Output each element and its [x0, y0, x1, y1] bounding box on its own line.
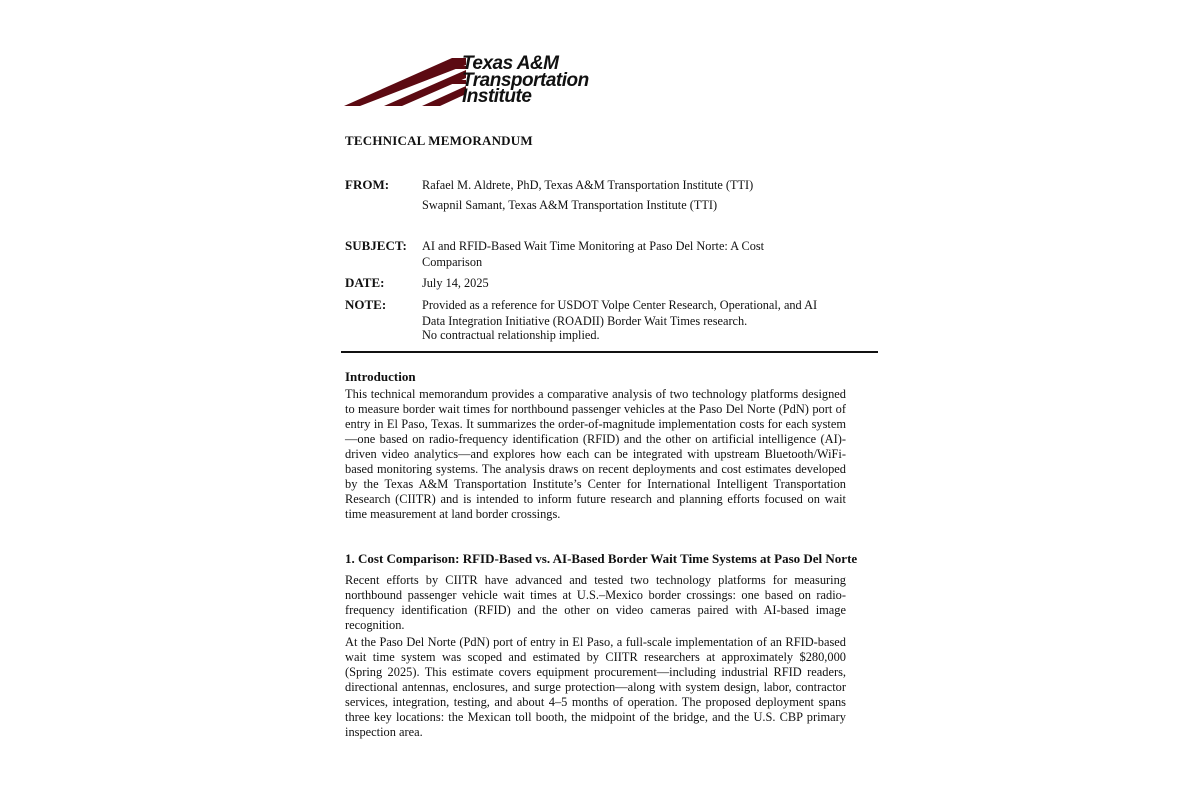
section-1-heading: 1. Cost Comparison: RFID-Based vs. AI-Based Border Wait Time Systems at Paso Del Norte — [345, 551, 858, 566]
tti-logo-wordmark — [462, 53, 589, 107]
note-label: NOTE: — [345, 297, 387, 312]
intro-heading: Introduction — [345, 369, 416, 384]
logo-line-2: Transportation — [462, 69, 589, 91]
note-value-2: No contractual relationship implied. — [422, 328, 600, 342]
note-value: Provided as a reference for USDOT Volpe Center Research, Operational, and AI Data Integration Initiative (ROADII) Border Wait Times research. — [422, 298, 818, 328]
memo-title: TECHNICAL MEMORANDUM — [345, 133, 533, 148]
subject-value: AI and RFID-Based Wait Time Monitoring at Paso Del Norte: A Cost Comparison — [422, 239, 765, 269]
from-value-2: Swapnil Samant, Texas A&M Transportation Institute (TTI) — [422, 198, 718, 212]
from-value-1: Rafael M. Aldrete, PhD, Texas A&M Transportation Institute (TTI) — [422, 178, 754, 192]
date-value: July 14, 2025 — [422, 276, 489, 290]
section-1-paragraph-2: At the Paso Del Norte (PdN) port of entry in El Paso, a full-scale implementation of an RFID-based wait time system was scoped and estimated by CIITR researchers at approximately $280,000 (Spring 2025). This estimate covers equipment procurement—including industrial RFID readers, directional antennas, enclosures, and surge protection—along with system design, labor, contractor services, integration, testing, and about 4–5 months of operation. The proposed deployment spans three key locations: the Mexican toll booth, the midpoint of the bridge, and the U.S. CBP primary inspection area. — [345, 635, 846, 739]
from-label: FROM: — [345, 177, 390, 192]
intro-paragraph: This technical memorandum provides a comparative analysis of two technology platforms designed to measure border wait times for northbound passenger vehicles at the Paso Del Norte (PdN) port of entry in El Paso, Texas. It summarizes the order-of-magnitude implementation costs for each system—one based on radio-frequency identification (RFID) and the other on artificial intelligence (AI)-driven video analytics—and explores how each can be integrated with upstream Bluetooth/WiFi-based monitoring systems. The analysis draws on recent deployments and cost estimates developed by the Texas A&M Transportation Institute’s Center for International Intelligent Transportation Research (CIITR) and is intended to inform future research and planning efforts focused on wait time measurement at land border crossings. — [345, 387, 846, 521]
date-label: DATE: — [345, 275, 385, 290]
header-divider — [341, 351, 878, 353]
tti-logo — [344, 53, 604, 108]
logo-line-3: Institute — [462, 86, 532, 107]
section-1-paragraph-1: Recent efforts by CIITR have advanced and tested two technology platforms for measuring northbound passenger vehicle wait times at U.S.–Mexico border crossings: one based on radio-frequency identification (RFID) and the other on video cameras paired with AI-based image recognition. — [345, 573, 846, 632]
tti-logo-mark — [344, 56, 468, 108]
subject-label: SUBJECT: — [345, 238, 407, 253]
logo-line-1: Texas A&M — [462, 53, 559, 74]
